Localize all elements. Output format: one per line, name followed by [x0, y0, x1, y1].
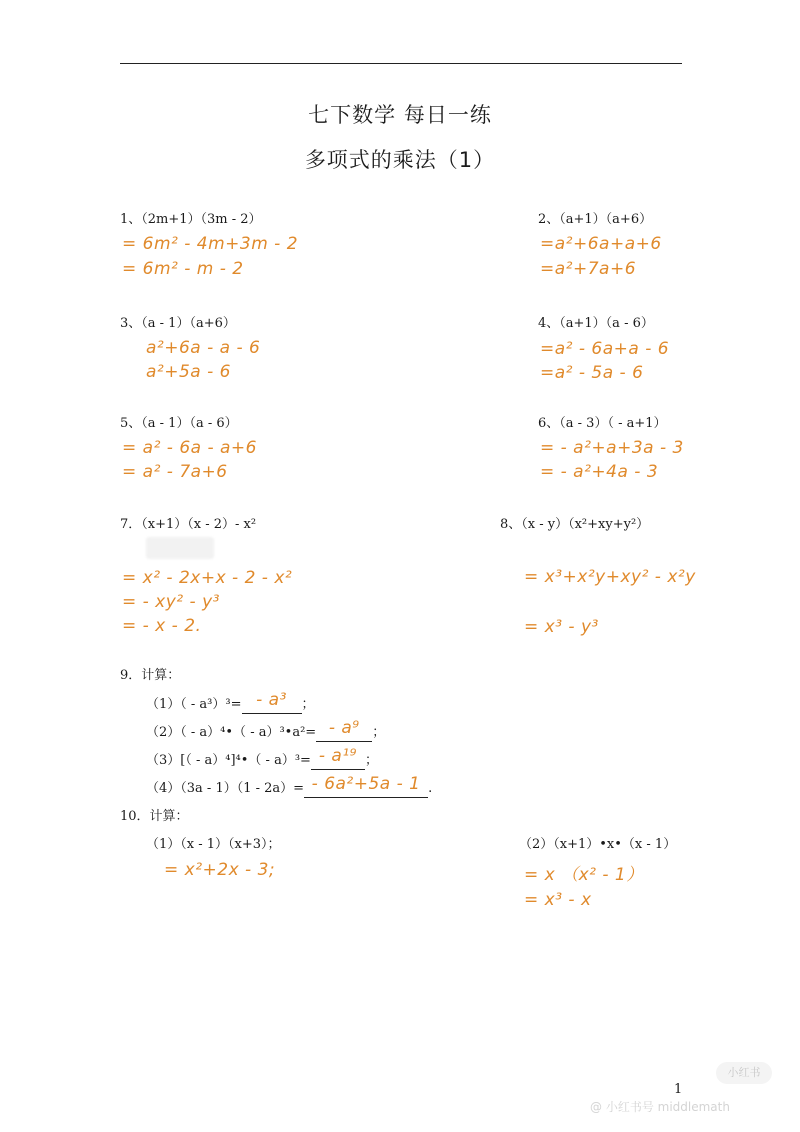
question-9-item-4-blank [304, 774, 428, 798]
question-10-item-2: （2）（x+1）•x•（x - 1） [519, 837, 677, 852]
question-10-item-2-work-line-2: = x³ - x [524, 890, 592, 910]
question-9-item-1-blank [242, 690, 302, 714]
problem-6-question: 6、（a - 3）（ - a+1） [538, 416, 667, 431]
problem-2-work-line-1: =a²+6a+a+6 [540, 234, 662, 254]
question-9-label: 9．计算： [120, 668, 181, 683]
problem-2-question: 2、（a+1）（a+6） [538, 212, 653, 227]
top-rule [120, 63, 682, 64]
question-9-item-2-blank [316, 718, 372, 742]
question-9-item-4 [146, 774, 433, 798]
page-number: 1 [674, 1082, 683, 1097]
question-9-item-3 [146, 746, 378, 770]
question-9-item-2-prefix: （2）（ - a）⁴•（ - a）³•a²= [146, 725, 317, 740]
problem-5-work-line-2: = a² - 7a+6 [122, 462, 228, 482]
problem-5-work-line-1: = a² - 6a - a+6 [122, 438, 257, 458]
problem-1-question: 1、（2m+1）（3m - 2） [120, 212, 262, 227]
problem-5-question: 5、（a - 1）（a - 6） [120, 416, 238, 431]
question-9-item-3-answer: - a¹⁹ [318, 746, 357, 766]
question-9-item-3-suffix: ； [364, 753, 378, 768]
problem-3-question: 3、（a - 1）（a+6） [120, 316, 236, 331]
problem-8-question: 8、（x - y）（x²+xy+y²） [500, 517, 650, 532]
question-10-item-1: （1）（x - 1）（x+3）； [146, 837, 281, 852]
question-9-item-3-blank [311, 746, 365, 770]
problem-3-work-line-2: a²+5a - 6 [146, 362, 231, 382]
watermark-text: @ 小红书号 middlemath [590, 1100, 730, 1114]
problem-7-question: 7．（x+1）（x - 2）- x² [120, 517, 257, 532]
problem-7-work-line-1: = x² - 2x+x - 2 - x² [122, 568, 293, 588]
page-subtitle: 多项式的乘法（1） [304, 148, 496, 172]
problem-3-work-line-1: a²+6a - a - 6 [146, 338, 261, 358]
question-10-label: 10．计算： [120, 809, 189, 824]
question-9-item-4-answer: - 6a²+5a - 1 [311, 774, 421, 794]
problem-2-work-line-2: =a²+7a+6 [540, 259, 637, 279]
problem-4-question: 4、（a+1）（a - 6） [538, 316, 654, 331]
problem-4-work-line-2: =a² - 5a - 6 [540, 363, 644, 383]
problem-4-work-line-1: =a² - 6a+a - 6 [540, 339, 670, 359]
problem-6-work-line-1: = - a²+a+3a - 3 [540, 438, 684, 458]
question-9-item-3-prefix: （3）[（ - a）⁴]⁴•（ - a）³= [146, 753, 311, 768]
question-9-item-2 [146, 718, 386, 742]
question-9-item-1 [146, 690, 315, 714]
question-9-item-1-answer: - a³ [256, 690, 287, 710]
question-9-item-1-prefix: （1）（ - a³）³= [146, 697, 242, 712]
question-9-item-2-answer: - a⁹ [328, 718, 360, 738]
question-9-item-1-suffix: ； [301, 697, 315, 712]
problem-1-work-line-2: = 6m² - m - 2 [122, 259, 244, 279]
watermark-badge: 小红书 [716, 1062, 772, 1084]
question-10-item-1-work-line-1: = x²+2x - 3; [164, 860, 276, 880]
problem-8-work-line-2: = x³ - y³ [524, 617, 599, 637]
page-title: 七下数学 每日一练 [308, 103, 492, 127]
problem-7-work-line-3: = - x - 2. [122, 616, 202, 636]
problem-6-work-line-2: = - a²+4a - 3 [540, 462, 659, 482]
question-9-item-4-suffix: . [428, 781, 433, 796]
blurred-scribble [146, 537, 214, 559]
question-10-item-2-work-line-1: = x （x² - 1） [524, 865, 644, 885]
problem-8-work-line-1: = x³+x²y+xy² - x²y [524, 567, 696, 587]
question-9-item-2-suffix: ； [372, 725, 386, 740]
problem-7-work-line-2: = - xy² - y³ [122, 592, 220, 612]
question-9-item-4-prefix: （4）（3a - 1）（1 - 2a）= [146, 781, 305, 796]
problem-1-work-line-1: = 6m² - 4m+3m - 2 [122, 234, 299, 254]
